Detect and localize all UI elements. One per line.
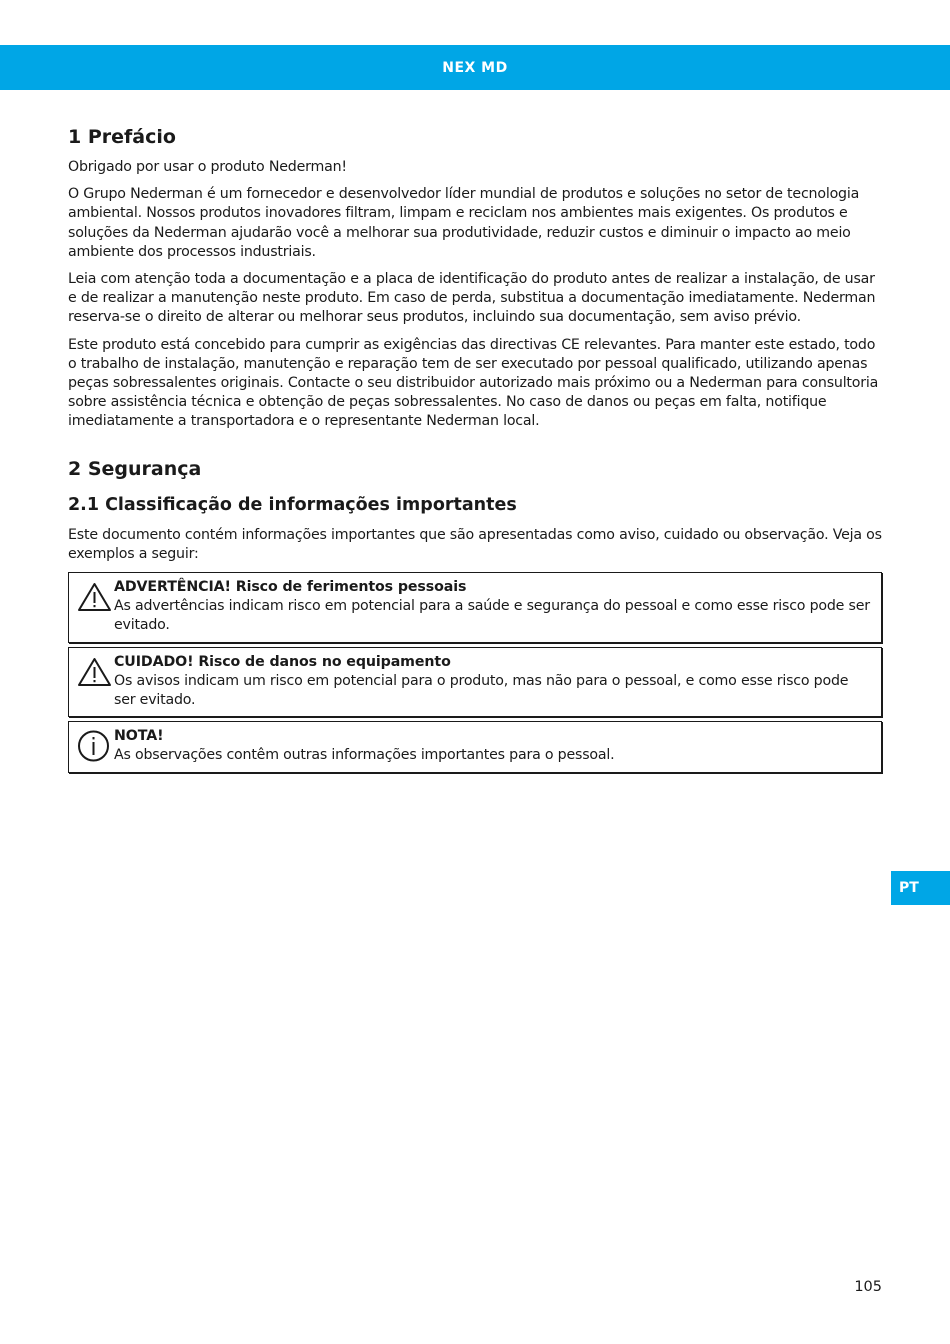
page-content: [68, 124, 882, 777]
paragraph: Leia com atenção toda a documentação e a placa de identificação do produto antes de realizar a instalação, de usar e de realizar a manutenção neste produto. Em caso de perda, substitua a documentação imediatamente. Nederman reserva-se o direito de alterar ou melhorar seus produtos, incluindo sua documentação, sem aviso prévio.: [68, 271, 876, 326]
notice-title: NOTA!: [114, 728, 164, 745]
notice-text: Os avisos indicam um risco em potencial para o produto, mas não para o pessoal, e como esse risco pode ser evitado.: [114, 672, 849, 709]
info-circle-icon: [75, 730, 114, 762]
notice-text: As advertências indicam risco em potencial para a saúde e segurança do pessoal e como esse risco pode ser evitado.: [114, 598, 870, 634]
notice-title: CUIDADO! Risco de danos no equipamento: [114, 653, 451, 670]
paragraph: Este produto está concebido para cumprir as exigências das directivas CE relevantes. Para manter este estado, todo o trabalho de instalação, manutenção e reparação tem de ser executado por pessoal qualificado, utilizando apenas peças sobressalentes originais. Contacte o seu distribuidor autorizado mais próximo ou a Nederman para consultoria sobre assistência técnica e obtenção de peças sobressalentes. No caso de danos ou peças em falta, notifique imediatamente a transportadora e o representante Nederman local.: [68, 336, 879, 430]
language-label: PT: [899, 880, 919, 896]
document-title: NEX MD: [442, 59, 508, 76]
language-tab: [891, 871, 950, 905]
section-title-prefacio: 1 Prefácio: [68, 126, 176, 148]
paragraph: Obrigado por usar o produto Nederman!: [68, 159, 347, 175]
header-band: [0, 45, 950, 90]
section-title-seguranca: 2 Segurança: [68, 457, 202, 480]
warning-triangle-icon: [75, 581, 114, 613]
notice-text: As observações contêm outras informações importantes para o pessoal.: [114, 747, 615, 764]
page-number: 105: [854, 1279, 882, 1295]
paragraph: Este documento contém informações importantes que são apresentadas como aviso, cuidado ou observação. Veja os exemplos a seguir:: [68, 526, 882, 562]
note-notice: [68, 721, 882, 772]
warning-notice: [68, 572, 882, 643]
notice-title: ADVERTÊNCIA! Risco de ferimentos pessoais: [114, 579, 467, 596]
warning-triangle-icon: [75, 656, 114, 688]
paragraph: O Grupo Nederman é um fornecedor e desenvolvedor líder mundial de produtos e soluções no setor de tecnologia ambiental. Nossos produtos inovadores filtram, limpam e reciclam nos ambientes mais exigentes. Os produtos e soluções da Nederman ajudarão você a melhorar sua produtividade, reduzir custos e diminuir o impacto ao meio ambiente dos processos industriais.: [68, 186, 860, 260]
caution-notice: [68, 647, 882, 718]
subsection-title: 2.1 Classificação de informações importantes: [68, 494, 517, 515]
